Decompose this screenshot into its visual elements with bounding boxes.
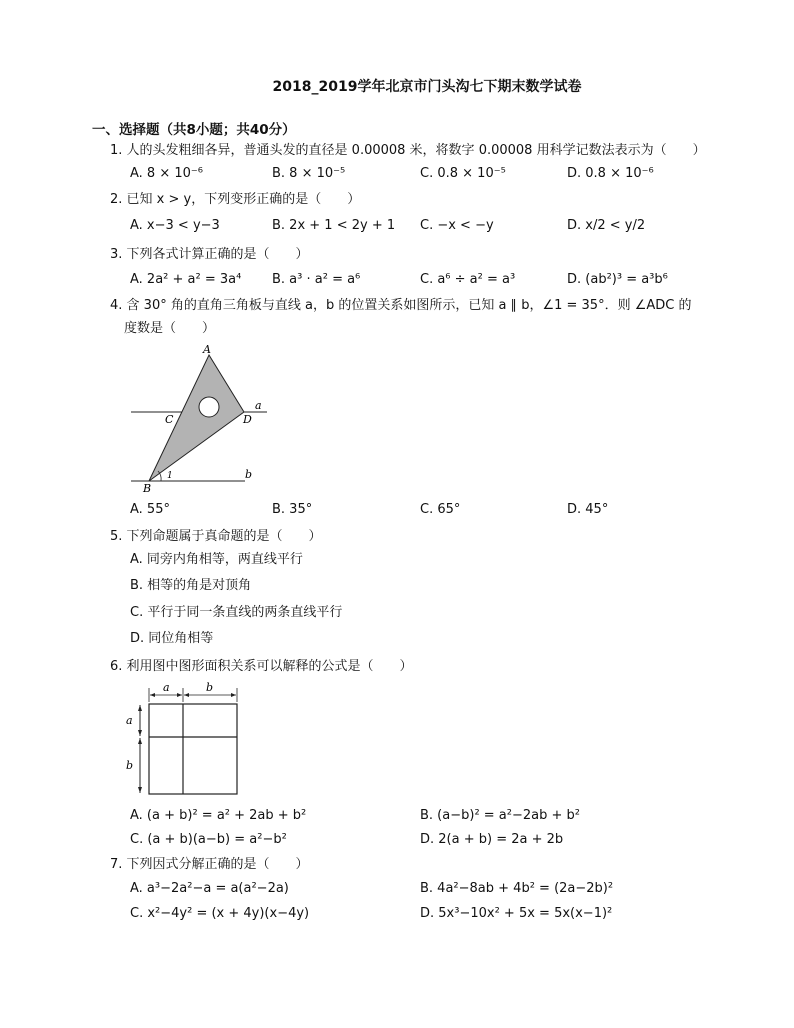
q4-stem-line2: 度数是（ ）	[124, 321, 216, 336]
q2-option-d: D. x/2 < y/2	[567, 218, 646, 233]
label-left-a: a	[126, 714, 133, 727]
label-point-b: B	[143, 482, 152, 495]
triangle-ruler	[149, 355, 244, 481]
q3-option-a: A. 2a² + a² = 3a⁴	[130, 272, 242, 287]
label-point-d: D	[243, 413, 252, 426]
q6-option-a: A. (a + b)² = a² + 2ab + b²	[130, 808, 307, 823]
q7-option-c: C. x²−4y² = (x + 4y)(x−4y)	[130, 906, 310, 921]
q2-option-b: B. 2x + 1 < 2y + 1	[272, 218, 396, 233]
q5-option-d: D. 同位角相等	[130, 631, 214, 646]
q7-stem: 7. 下列因式分解正确的是（ ）	[110, 857, 309, 872]
arrowhead-icon	[138, 730, 142, 736]
section-heading: 一、选择题（共8小题；共40分）	[92, 122, 296, 138]
label-top-b: b	[206, 681, 214, 694]
q1-option-c: C. 0.8 × 10⁻⁵	[420, 166, 506, 181]
q5-stem: 5. 下列命题属于真命题的是（ ）	[110, 529, 322, 544]
q3-stem: 3. 下列各式计算正确的是（ ）	[110, 247, 309, 262]
q7-option-a: A. a³−2a²−a = a(a²−2a)	[130, 881, 289, 896]
q3-option-d: D. (ab²)³ = a³b⁶	[567, 272, 668, 287]
q4-option-b: B. 35°	[272, 502, 313, 517]
q5-option-b: B. 相等的角是对顶角	[130, 578, 252, 593]
q4-option-c: C. 65°	[420, 502, 461, 517]
q5-option-c: C. 平行于同一条直线的两条直线平行	[130, 605, 343, 620]
label-line-b: b	[245, 468, 253, 481]
label-top-a: a	[163, 681, 170, 694]
q6-stem: 6. 利用图中图形面积关系可以解释的公式是（ ）	[110, 659, 413, 674]
arrowhead-icon	[138, 738, 142, 744]
q3-option-c: C. a⁶ ÷ a² = a³	[420, 272, 516, 287]
arrowhead-icon	[231, 693, 236, 697]
q1-option-a: A. 8 × 10⁻⁶	[130, 166, 203, 181]
q4-figure	[125, 340, 275, 495]
q2-option-a: A. x−3 < y−3	[130, 218, 220, 233]
arrowhead-icon	[184, 693, 189, 697]
q6-option-b: B. (a−b)² = a²−2ab + b²	[420, 808, 580, 823]
q4-stem-line1: 4. 含 30° 角的直角三角板与直线 a，b 的位置关系如图所示，已知 a ∥ b，∠1 = 35°．则 ∠ADC 的	[110, 298, 692, 313]
label-left-b: b	[126, 759, 134, 772]
outer-square	[149, 704, 237, 794]
arrowhead-icon	[138, 705, 142, 711]
arrowhead-icon	[177, 693, 182, 697]
q2-option-c: C. −x < −y	[420, 218, 494, 233]
arrowhead-icon	[150, 693, 155, 697]
ruler-hole	[199, 397, 219, 417]
q6-option-d: D. 2(a + b) = 2a + 2b	[420, 832, 564, 847]
label-line-a: a	[255, 399, 262, 412]
page-title: 2018_2019学年北京市门头沟七下期末数学试卷	[272, 79, 582, 95]
q4-option-a: A. 55°	[130, 502, 170, 517]
q7-option-d: D. 5x³−10x² + 5x = 5x(x−1)²	[420, 906, 613, 921]
q6-figure	[120, 680, 245, 798]
label-point-c: C	[165, 413, 174, 426]
label-point-a: A	[203, 343, 211, 356]
q2-stem: 2. 已知 x > y，下列变形正确的是（ ）	[110, 192, 361, 207]
q1-option-d: D. 0.8 × 10⁻⁶	[567, 166, 654, 181]
q3-option-b: B. a³ · a² = a⁶	[272, 272, 361, 287]
q4-option-d: D. 45°	[567, 502, 609, 517]
arrowhead-icon	[138, 787, 142, 793]
label-angle-1: 1	[167, 471, 173, 481]
q7-option-b: B. 4a²−8ab + 4b² = (2a−2b)²	[420, 881, 614, 896]
q1-stem: 1. 人的头发粗细各异，普通头发的直径是 0.00008 米，将数字 0.00008 用科学记数法表示为（ ）	[110, 143, 706, 158]
q6-option-c: C. (a + b)(a−b) = a²−b²	[130, 832, 287, 847]
q1-option-b: B. 8 × 10⁻⁵	[272, 166, 346, 181]
q5-option-a: A. 同旁内角相等，两直线平行	[130, 552, 303, 567]
